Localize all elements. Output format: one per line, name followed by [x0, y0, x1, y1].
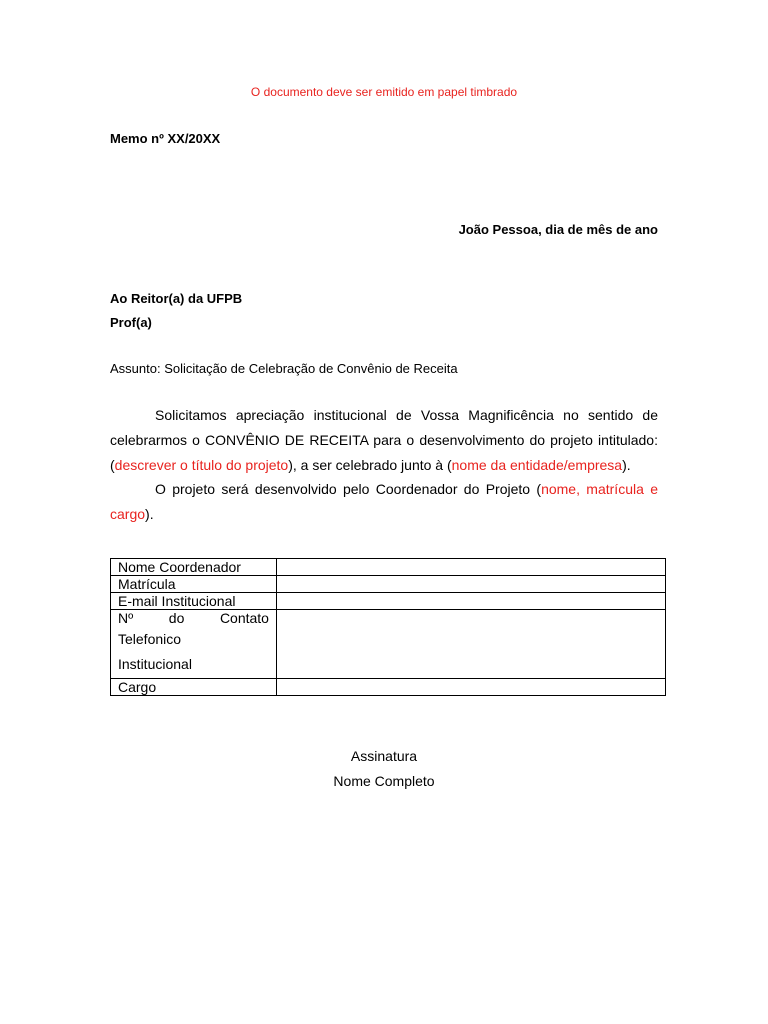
table-row: [111, 576, 666, 593]
table-label-cell: Nome Coordenador: [111, 559, 277, 576]
label-justified-line: [118, 610, 269, 626]
table-value-cell: [277, 679, 666, 696]
body-text-segment: ).: [145, 506, 154, 523]
placeholder-entity-name: nome da entidade/empresa: [451, 456, 623, 473]
body-paragraph-1: [110, 403, 658, 477]
label-line: Telefonico: [118, 631, 182, 647]
full-name-label: Nome Completo: [333, 772, 435, 789]
body-text-segment: Solicitamos apreciação institucional de Vossa Magnificência no sentido de celebrarmos o CONVÊNIO DE RECEITA para o desenvolvimento do projeto intitulado: (: [110, 407, 658, 473]
place-and-date: João Pessoa, dia de mês de ano: [458, 222, 658, 237]
table-value-cell: [277, 576, 666, 593]
label-word: Contato: [219, 610, 269, 626]
placeholder-coordinator-info: nome, matrícula e cargo: [110, 481, 658, 523]
body-text-segment: O projeto será desenvolvido pelo Coordenador do Projeto (: [155, 481, 542, 498]
coordinator-info-table: [110, 558, 666, 696]
table-row: [111, 559, 666, 576]
table-label-cell: Cargo: [111, 679, 277, 696]
subject-line: Assunto: Solicitação de Celebração de Convênio de Receita: [110, 361, 458, 376]
table-row: [111, 679, 666, 696]
body-paragraph-2: [110, 477, 658, 527]
table-value-cell: [277, 610, 666, 679]
table-label-cell: E-mail Institucional: [111, 593, 277, 610]
table-value-cell: [277, 593, 666, 610]
body-text-segment: ).: [622, 456, 631, 473]
letterhead-notice: O documento deve ser emitido em papel timbrado: [250, 85, 518, 99]
table-row: [111, 610, 666, 679]
label-word: Nº: [118, 610, 134, 626]
label-word: do: [168, 610, 185, 626]
table-value-cell: [277, 559, 666, 576]
table-label-cell: [111, 610, 277, 679]
signature-block: [0, 744, 768, 793]
memo-number: Memo nº XX/20XX: [110, 131, 221, 146]
placeholder-project-title: descrever o título do projeto: [114, 456, 289, 473]
label-line: Institucional: [118, 656, 192, 672]
signature-label: Assinatura: [350, 748, 418, 764]
recipient-line-2: Prof(a): [110, 315, 152, 330]
body-text: [110, 403, 658, 527]
body-text-segment: ), a ser celebrado junto à (: [288, 456, 452, 473]
recipient-line-1: Ao Reitor(a) da UFPB: [110, 291, 243, 306]
table-row: [111, 593, 666, 610]
table-label-cell: Matrícula: [111, 576, 277, 593]
